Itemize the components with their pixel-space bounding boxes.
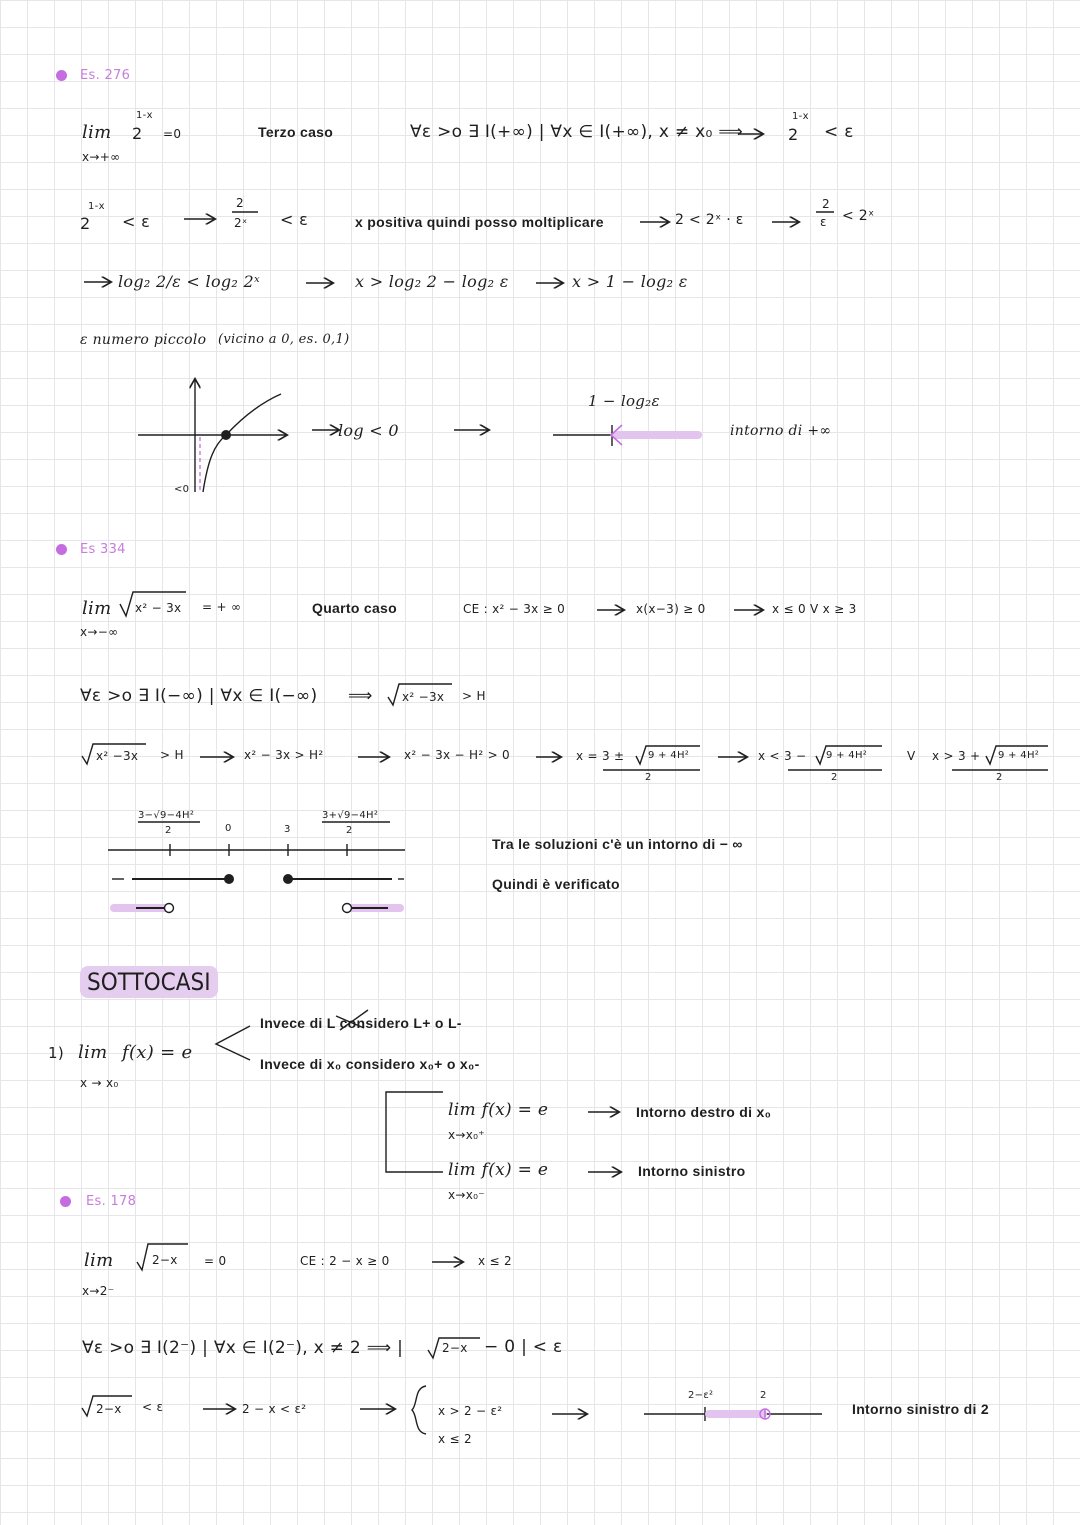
lim-subscript: x→+∞ xyxy=(82,150,121,164)
step-lhs-lt: < ε xyxy=(122,212,151,231)
system-line-2: x ≤ 2 xyxy=(438,1432,472,1446)
solve-square: x² − 3x > H² xyxy=(244,748,324,762)
solve-sqrt: 2−x xyxy=(96,1402,122,1416)
definition-rhs: 2 xyxy=(788,125,799,144)
interval-label: 1 − log₂ε xyxy=(588,392,660,410)
item-number: 1) xyxy=(48,1044,64,1062)
domain-condition: CE : 2 − x ≥ 0 xyxy=(300,1254,390,1268)
solve-square: 2 − x < ε² xyxy=(242,1402,307,1416)
strike-out xyxy=(336,1010,368,1030)
interval-highlight xyxy=(705,1410,767,1418)
log-step-1: log₂ 2/ε < log₂ 2ˣ xyxy=(118,272,260,291)
section-title: SOTTOCASI xyxy=(80,966,218,998)
frac-numerator: 2 xyxy=(236,196,244,210)
epsilon-note-detail: (vicino a 0, es. 0,1) xyxy=(218,332,350,347)
definition-arrow: ⟹ xyxy=(348,686,373,706)
axis-right-root: 3+√9−4H² xyxy=(322,810,379,821)
definition-gt: > H xyxy=(462,689,486,703)
solve-lower-sqrt: 9 + 4H² xyxy=(826,750,868,761)
closed-point xyxy=(283,874,293,884)
lim-word: lim xyxy=(82,598,112,619)
definition-sqrt: 2−x xyxy=(442,1341,468,1355)
step-multiply: 2 < 2ˣ · ε xyxy=(675,212,744,228)
left-limit: lim f(x) = e xyxy=(448,1160,549,1180)
log-curve xyxy=(203,394,281,492)
domain-condition: CE : x² − 3x ≥ 0 xyxy=(463,602,566,616)
sqrt-argument: 2−x xyxy=(152,1253,178,1267)
sqrt-sign xyxy=(986,746,1048,764)
solve-sqrt: x² −3x xyxy=(96,749,139,763)
log-negative: log < 0 xyxy=(338,421,399,440)
domain-factored: x(x−3) ≥ 0 xyxy=(636,602,706,616)
left-limit-sub: x→x₀⁻ xyxy=(448,1188,485,1202)
system-brace xyxy=(412,1386,426,1434)
axis-left-root: 3−√9−4H² xyxy=(138,810,195,821)
sqrt-sign xyxy=(120,592,186,616)
sqrt-sign xyxy=(816,746,882,764)
left-neighborhood: Intorno sinistro xyxy=(638,1163,746,1179)
open-point xyxy=(165,904,174,913)
frac-lt: < ε xyxy=(280,210,309,229)
axis-right-root-den: 2 xyxy=(346,825,353,836)
definition-sqrt: x² −3x xyxy=(402,690,445,704)
right-limit: lim f(x) = e xyxy=(448,1100,549,1120)
frac2-denominator: ε xyxy=(820,215,827,229)
sqrt-argument: x² − 3x xyxy=(135,601,182,615)
sqrt-sign xyxy=(82,1396,132,1416)
right-neighborhood: Intorno destro di x₀ xyxy=(636,1104,772,1120)
intorno-label: intorno di +∞ xyxy=(730,423,832,439)
note-positive: x positiva quindi posso moltiplicare xyxy=(355,214,604,230)
solve-upper-den: 2 xyxy=(996,772,1003,783)
step-lhs: 2 xyxy=(80,214,91,233)
solve-roots-sqrt: 9 + 4H² xyxy=(648,750,690,761)
open-point xyxy=(343,904,352,913)
axis-left-root-den: 2 xyxy=(165,825,172,836)
sqrt-sign xyxy=(636,746,700,764)
system-line-1: x > 2 − ε² xyxy=(438,1404,503,1418)
interval-highlight xyxy=(612,431,702,439)
tree-bracket xyxy=(386,1092,443,1172)
sqrt-sign xyxy=(137,1244,188,1270)
case-label: Terzo caso xyxy=(258,124,334,140)
closed-point xyxy=(224,874,234,884)
bracket-icon xyxy=(216,1026,250,1060)
lim-equals: = + ∞ xyxy=(202,600,242,614)
lim-base: 2 xyxy=(132,124,143,143)
frac2-numerator: 2 xyxy=(822,197,830,211)
solve-lower-den: 2 xyxy=(831,772,838,783)
lim-subscript: x→−∞ xyxy=(80,625,119,639)
solve-upper: x > 3 + xyxy=(932,749,981,763)
intersection-point xyxy=(221,430,231,440)
sqrt-sign xyxy=(388,684,452,705)
sqrt-sign xyxy=(82,744,146,764)
solve-quadratic: x² − 3x − H² > 0 xyxy=(404,748,510,762)
right-limit-sub: x→x₀⁺ xyxy=(448,1128,485,1142)
solve-lower: x < 3 − xyxy=(758,749,807,763)
log-step-3: x > 1 − log₂ ε xyxy=(572,272,688,291)
solve-roots: x = 3 ± xyxy=(576,749,625,763)
definition-rhs-lt: < ε xyxy=(824,122,854,142)
graph-lt0-label: <0 xyxy=(174,484,190,495)
lim-exponent: 1-x xyxy=(136,110,153,121)
frac2-rhs: < 2ˣ xyxy=(842,208,875,224)
solve-gt: > H xyxy=(160,748,184,762)
exercise-label: Es 334 xyxy=(80,542,126,557)
definition-rhs-exp: 1-x xyxy=(792,111,809,122)
limit-definition: ∀ε >o ∃ I(+∞) | ∀x ∈ I(+∞), x ≠ x₀ ⟹ xyxy=(410,122,743,142)
solve-upper-sqrt: 9 + 4H² xyxy=(998,750,1040,761)
axis-three: 3 xyxy=(284,824,291,835)
frac-denominator: 2ˣ xyxy=(234,216,248,230)
conclusion-note: Tra le soluzioni c'è un intorno di − ∞ xyxy=(492,836,743,852)
lim-equals: =0 xyxy=(163,127,182,141)
lim-subscript: x→2⁻ xyxy=(82,1284,115,1298)
domain-solution: x ≤ 0 V x ≥ 3 xyxy=(772,602,857,616)
axis-zero: 0 xyxy=(225,823,232,834)
lim-expression: f(x) = e xyxy=(122,1042,193,1063)
lim-subscript: x → x₀ xyxy=(80,1076,119,1090)
lim-word: lim xyxy=(78,1042,108,1063)
exercise-label: Es. 178 xyxy=(86,1194,137,1209)
limit-definition: ∀ε >o ∃ I(2⁻) | ∀x ∈ I(2⁻), x ≠ 2 ⟹ | xyxy=(82,1338,404,1358)
instead-of-L: Invece di L considero L+ o L- xyxy=(260,1015,462,1031)
definition-tail: − 0 | < ε xyxy=(484,1337,563,1357)
sqrt-sign xyxy=(428,1338,480,1358)
log-step-2: x > log₂ 2 − log₂ ε xyxy=(355,272,509,291)
axis-left-label: 2−ε² xyxy=(688,1390,714,1401)
case-label: Quarto caso xyxy=(312,600,397,616)
solve-or: V xyxy=(907,749,916,763)
lim-word: lim xyxy=(82,122,112,143)
lim-equals: = 0 xyxy=(204,1254,227,1268)
result-label: Intorno sinistro di 2 xyxy=(852,1401,989,1417)
verified-note: Quindi è verificato xyxy=(492,876,620,892)
solve-lt: < ε xyxy=(142,1400,164,1414)
limit-definition: ∀ε >o ∃ I(−∞) | ∀x ∈ I(−∞) xyxy=(80,686,318,706)
step-lhs-exp: 1-x xyxy=(88,201,105,212)
solve-roots-den: 2 xyxy=(645,772,652,783)
exercise-label: Es. 276 xyxy=(80,68,131,83)
epsilon-note: ε numero piccolo xyxy=(80,332,207,348)
domain-solution: x ≤ 2 xyxy=(478,1254,512,1268)
lim-word: lim xyxy=(84,1250,114,1271)
instead-of-x0: Invece di x₀ considero x₀+ o x₀- xyxy=(260,1056,480,1072)
axis-right-label: 2 xyxy=(760,1390,767,1401)
